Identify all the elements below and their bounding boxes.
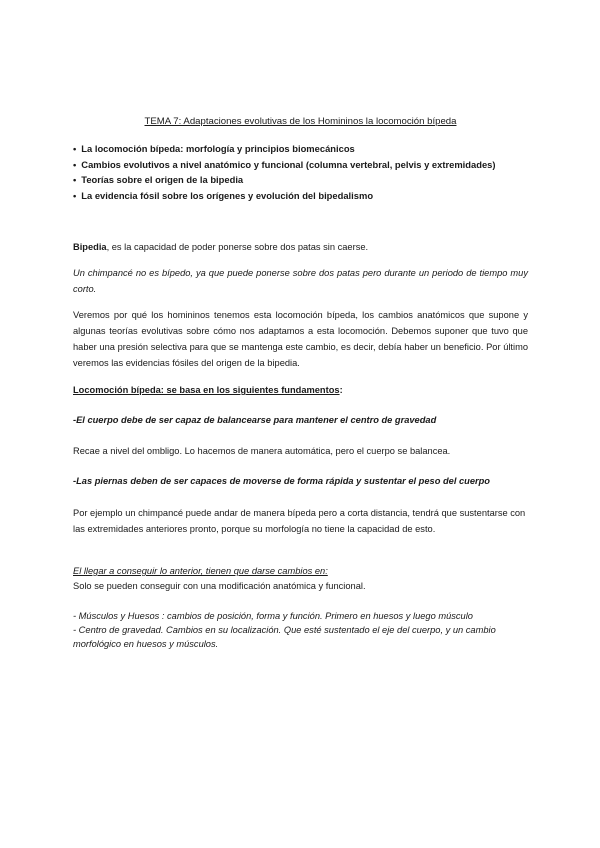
definition-paragraph (73, 241, 528, 255)
fundamentals-colon: : (339, 385, 343, 395)
topic-item: • La evidencia fósil sobre los orígenes y evolución del bipedalismo (73, 188, 528, 204)
topic-item: • Teorías sobre el origen de la bipedia (73, 172, 528, 188)
topic-list (73, 141, 528, 203)
definition-term: Bipedia (73, 242, 107, 252)
page-title: TEMA 7: Adaptaciones evolutivas de los Homininos la locomoción bípeda (144, 116, 457, 127)
change-item: - Músculos y Huesos : cambios de posición, forma y función. Primero en huesos y luego músculo (73, 611, 473, 621)
change-item: - Centro de gravedad. Cambios en su localización. Que esté sustentado el eje del cuerpo, y un cambio morfológico en huesos y músculos. (73, 624, 496, 649)
fundamentals-heading: Locomoción bípeda: se basa en los siguientes fundamentos (73, 385, 340, 395)
point2-heading: -Las piernas deben de ser capaces de moverse de forma rápida y sustentar el peso del cuerpo (73, 476, 490, 486)
point1-text: Recae a nivel del ombligo. Lo hacemos de manera automática, pero el cuerpo se balancea. (73, 446, 451, 456)
intro-paragraph: Veremos por qué los homininos tenemos esta locomoción bípeda, los cambios anatómicos que supone y algunas teorías evolutivas sobre cómo nos adaptamos a esta locomoción. Debemos suponer que tuvo que haber una presión selectiva para que se mantenga este cambio, es decir, debía haber un beneficio. Por último veremos las evidencias fósiles del origen de la bipedia. (73, 310, 528, 368)
changes-heading: El llegar a conseguir lo anterior, tienen que darse cambios en: (73, 566, 328, 576)
changes-intro: Solo se pueden conseguir con una modificación anatómica y funcional. (73, 581, 366, 591)
change-list (73, 610, 528, 651)
definition-text: , es la capacidad de poder ponerse sobre dos patas sin caerse. (106, 242, 369, 252)
point1-heading: -El cuerpo debe de ser capaz de balancearse para mantener el centro de gravedad (73, 415, 437, 425)
fundamentals-heading-line (73, 384, 528, 398)
point2-text: Por ejemplo un chimpancé puede andar de manera bípeda pero a corta distancia, tendrá que sustentarse con las extremidades anteriores pronto, porque su morfología no tiene la capacidad de esto. (73, 508, 526, 534)
topic-item: • Cambios evolutivos a nivel anatómico y funcional (columna vertebral, pelvis y extremidades) (73, 157, 528, 173)
topic-item: • La locomoción bípeda: morfología y principios biomecánicos (73, 141, 528, 157)
chimp-note: Un chimpancé no es bípedo, ya que puede ponerse sobre dos patas pero durante un periodo de tiempo muy corto. (73, 268, 528, 294)
